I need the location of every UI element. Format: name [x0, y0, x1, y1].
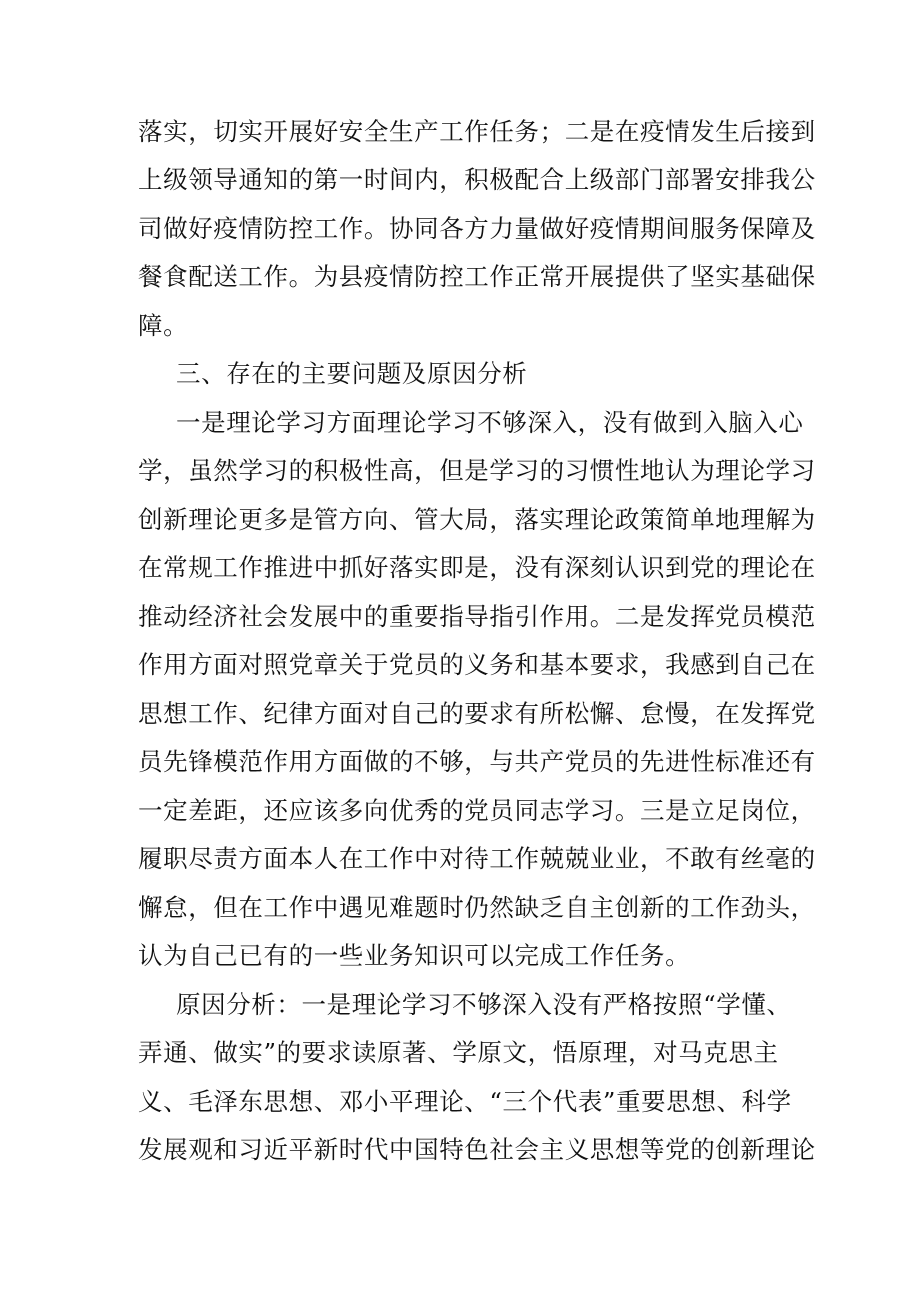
paragraph-line: 推动经济社会发展中的重要指导指引作用。二是发挥党员模范 — [138, 602, 816, 631]
paragraph-line: 义、毛泽东思想、邓小平理论、“三个代表”重要思想、科学 — [138, 1087, 792, 1116]
paragraph-line: 在常规工作推进中抓好落实即是，没有深刻认识到党的理论在 — [138, 553, 816, 582]
paragraph-line: 认为自己已有的一些业务知识可以完成工作任务。 — [138, 941, 691, 970]
paragraph-line: 思想工作、纪律方面对自己的要求有所松懈、怠慢，在发挥党 — [138, 699, 816, 728]
paragraph-line: 司做好疫情防控工作。协同各方力量做好疫情期间服务保障及 — [138, 214, 816, 243]
paragraph-line: 履职尽责方面本人在工作中对待工作兢兢业业，不敢有丝毫的 — [138, 844, 816, 873]
paragraph-line: 弄通、做实”的要求读原著、学原文，悟原理，对马克思主 — [138, 1038, 779, 1067]
paragraph-line: 障。 — [138, 311, 189, 340]
paragraph-line: 员先锋模范作用方面做的不够，与共产党员的先进性标准还有 — [138, 747, 816, 776]
paragraph-line: 发展观和习近平新时代中国特色社会主义思想等党的创新理论 — [138, 1135, 816, 1164]
paragraph-line: 餐食配送工作。为县疫情防控工作正常开展提供了坚实基础保 — [138, 262, 816, 291]
paragraph-line: 一定差距，还应该多向优秀的党员同志学习。三是立足岗位， — [138, 796, 816, 825]
paragraph-line: 落实，切实开展好安全生产工作任务；二是在疫情发生后接到 — [138, 117, 816, 146]
paragraph-line: 懈怠，但在工作中遇见难题时仍然缺乏自主创新的工作劲头， — [138, 893, 816, 922]
paragraph-line: 原因分析：一是理论学习不够深入没有严格按照“学懂、 — [176, 990, 792, 1019]
section-heading: 三、存在的主要问题及原因分析 — [176, 359, 528, 388]
paragraph-line: 学，虽然学习的积极性高，但是学习的习惯性地认为理论学习 — [138, 456, 816, 485]
paragraph-line: 作用方面对照党章关于党员的义务和基本要求，我感到自己在 — [138, 650, 816, 679]
paragraph-line: 一是理论学习方面理论学习不够深入，没有做到入脑入心 — [176, 408, 804, 437]
paragraph-line: 上级领导通知的第一时间内，积极配合上级部门部署安排我公 — [138, 165, 816, 194]
paragraph-line: 创新理论更多是管方向、管大局，落实理论政策简单地理解为 — [138, 505, 816, 534]
